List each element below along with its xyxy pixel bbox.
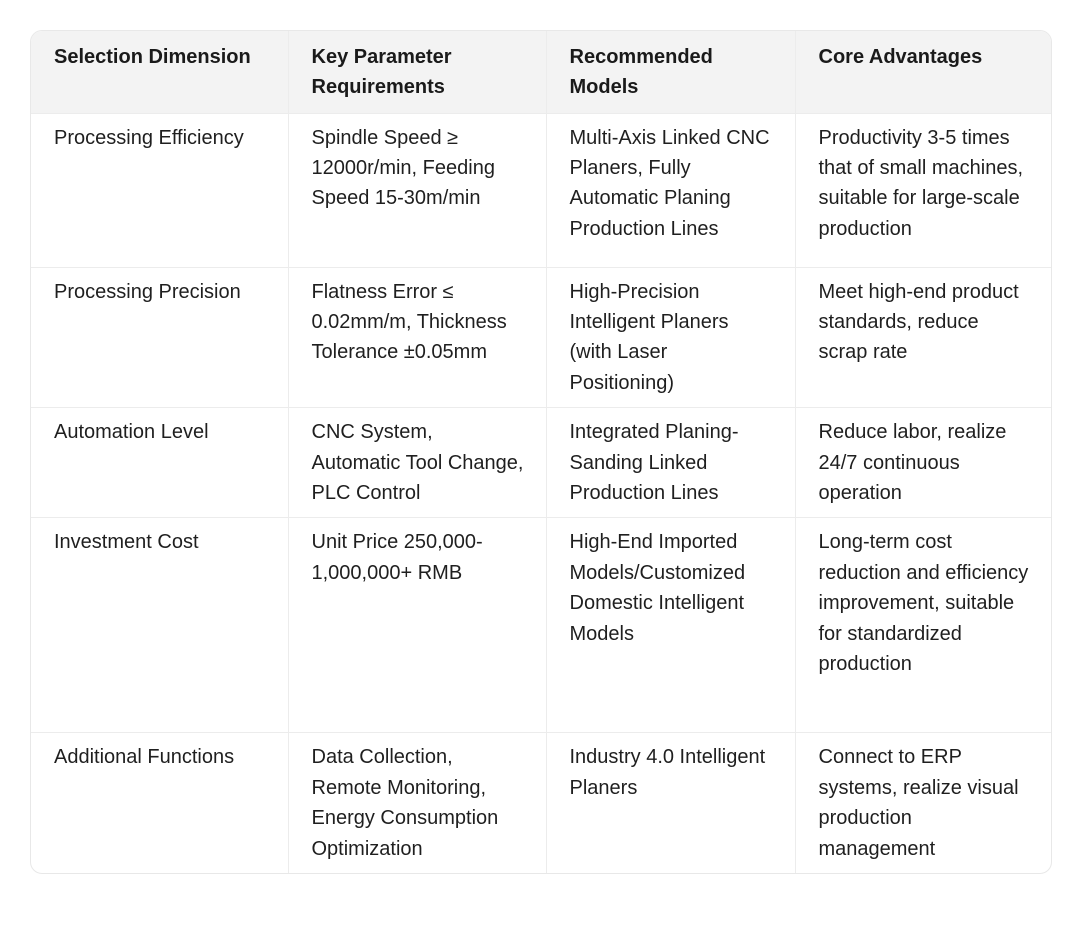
cell-core-advantages: Meet high-end product standards, reduce scrap rate <box>795 267 1051 408</box>
cell-recommended-models: High-End Imported Models/Customized Domestic Intelligent Models <box>546 518 795 733</box>
cell-core-advantages: Productivity 3-5 times that of small machines, suitable for large-scale production <box>795 113 1051 267</box>
table-row <box>31 113 1051 267</box>
cell-selection-dimension: Automation Level <box>31 408 288 518</box>
cell-selection-dimension: Additional Functions <box>31 733 288 873</box>
comparison-table <box>31 31 1051 873</box>
cell-core-advantages: Long-term cost reduction and efficiency improvement, suitable for standardized production <box>795 518 1051 733</box>
cell-core-advantages: Reduce labor, realize 24/7 continuous operation <box>795 408 1051 518</box>
cell-key-parameter-requirements: Unit Price 250,000-1,000,000+ RMB <box>288 518 546 733</box>
cell-selection-dimension: Processing Efficiency <box>31 113 288 267</box>
header-core-advantages: Core Advantages <box>795 31 1051 113</box>
header-key-parameter-requirements: Key Parameter Requirements <box>288 31 546 113</box>
cell-recommended-models: Multi-Axis Linked CNC Planers, Fully Automatic Planing Production Lines <box>546 113 795 267</box>
header-recommended-models: Recommended Models <box>546 31 795 113</box>
table-row <box>31 267 1051 408</box>
cell-recommended-models: High-Precision Intelligent Planers (with Laser Positioning) <box>546 267 795 408</box>
cell-selection-dimension: Processing Precision <box>31 267 288 408</box>
header-selection-dimension: Selection Dimension <box>31 31 288 113</box>
cell-core-advantages: Connect to ERP systems, realize visual production management <box>795 733 1051 873</box>
cell-key-parameter-requirements: CNC System, Automatic Tool Change, PLC Control <box>288 408 546 518</box>
table-row <box>31 518 1051 733</box>
table-header-row <box>31 31 1051 113</box>
cell-recommended-models: Integrated Planing-Sanding Linked Production Lines <box>546 408 795 518</box>
cell-recommended-models: Industry 4.0 Intelligent Planers <box>546 733 795 873</box>
cell-key-parameter-requirements: Data Collection, Remote Monitoring, Energy Consumption Optimization <box>288 733 546 873</box>
cell-key-parameter-requirements: Flatness Error ≤ 0.02mm/m, Thickness Tolerance ±0.05mm <box>288 267 546 408</box>
cell-selection-dimension: Investment Cost <box>31 518 288 733</box>
comparison-table-container <box>30 30 1052 874</box>
table-row <box>31 733 1051 873</box>
cell-key-parameter-requirements: Spindle Speed ≥ 12000r/min, Feeding Speed 15-30m/min <box>288 113 546 267</box>
table-row <box>31 408 1051 518</box>
